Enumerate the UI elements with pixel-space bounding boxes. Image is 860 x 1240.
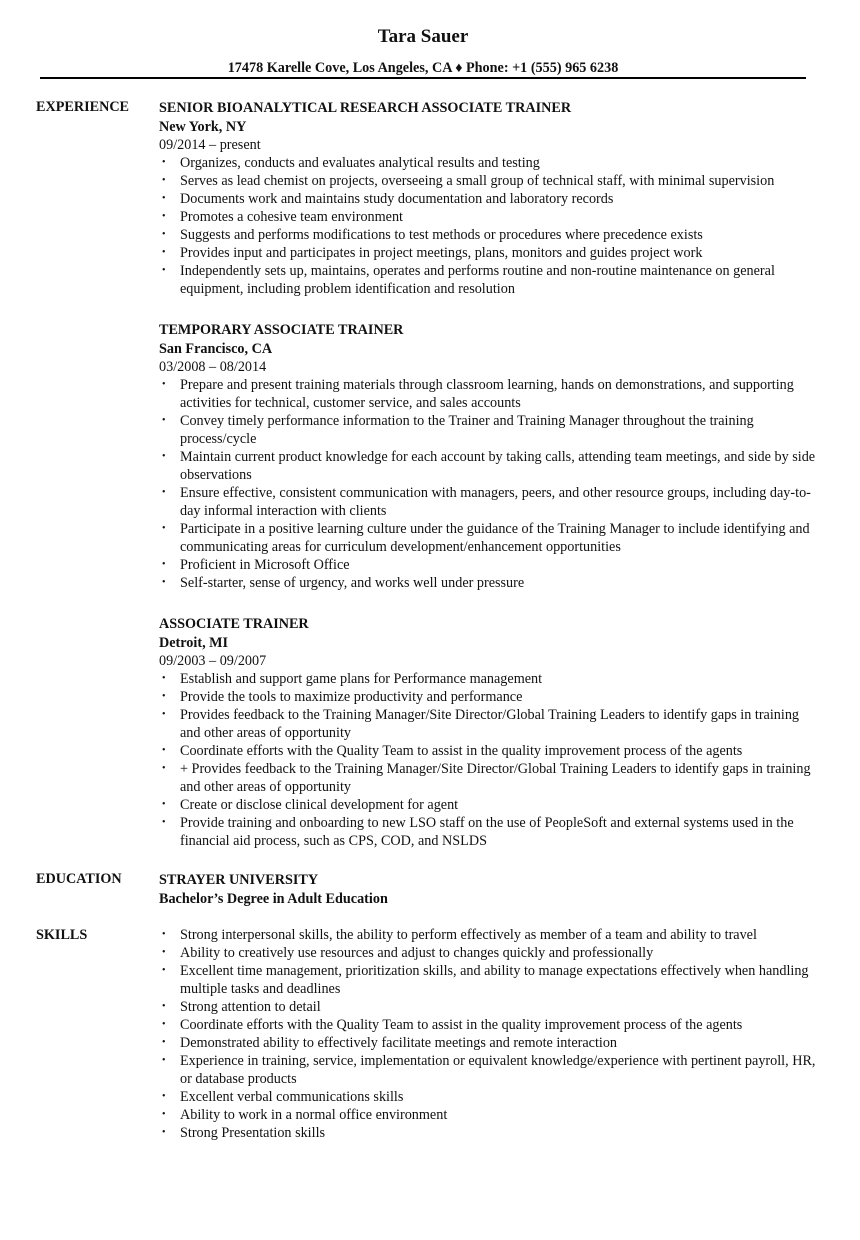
- list-item: [159, 172, 819, 190]
- list-item: [159, 226, 819, 244]
- bullet-text: Excellent time management, prioritization skills, and ability to manage expectations effectively when handling multiple tasks and deadlines: [180, 963, 809, 997]
- list-item: [159, 412, 819, 448]
- list-item: [159, 484, 819, 520]
- bullet-icon: •: [162, 415, 166, 426]
- bullet-text: Experience in training, service, implementation or equivalent knowledge/experience with pertinent payroll, HR, or database products: [180, 1053, 816, 1087]
- bullet-icon: •: [162, 1091, 166, 1102]
- list-item: [159, 944, 819, 962]
- education-entry: [159, 870, 819, 908]
- bullet-text: Provides feedback to the Training Manager/Site Director/Global Training Leaders to identify gaps in training and other areas of opportunity: [180, 707, 800, 741]
- bullet-icon: •: [162, 1019, 166, 1030]
- bullet-icon: •: [162, 709, 166, 720]
- bullet-icon: •: [162, 673, 166, 684]
- list-item: [159, 760, 819, 796]
- job-bullets: [159, 376, 819, 592]
- bullet-icon: •: [162, 487, 166, 498]
- bullet-text: Organizes, conducts and evaluates analytical results and testing: [180, 155, 540, 171]
- job-bullets: [159, 154, 819, 298]
- list-item: [159, 556, 819, 574]
- job-entry: [159, 98, 819, 298]
- bullet-text: Ability to creatively use resources and adjust to changes quickly and professionally: [180, 945, 654, 961]
- bullet-text: Maintain current product knowledge for each account by taking calls, attending team meetings, and side by side observations: [180, 449, 816, 483]
- bullet-text: Excellent verbal communications skills: [180, 1089, 404, 1105]
- job-location: Detroit, MI: [159, 635, 229, 651]
- bullet-icon: •: [162, 175, 166, 186]
- bullet-icon: •: [162, 1037, 166, 1048]
- list-item: [159, 706, 819, 742]
- bullet-text: + Provides feedback to the Training Manager/Site Director/Global Training Leaders to identify gaps in training and other areas of opportunity: [180, 761, 811, 795]
- job-title: ASSOCIATE TRAINER: [159, 616, 309, 632]
- bullet-text: Create or disclose clinical development for agent: [180, 797, 459, 813]
- job-location: San Francisco, CA: [159, 341, 273, 357]
- list-item: [159, 998, 819, 1016]
- list-item: [159, 926, 819, 944]
- list-item: [159, 208, 819, 226]
- job-dates: 03/2008 – 08/2014: [159, 359, 267, 375]
- list-item: [159, 742, 819, 760]
- job-title: SENIOR BIOANALYTICAL RESEARCH ASSOCIATE TRAINER: [159, 100, 572, 116]
- bullet-text: Ability to work in a normal office environment: [180, 1107, 448, 1123]
- bullet-icon: •: [162, 265, 166, 276]
- bullet-text: Suggests and performs modifications to test methods or procedures where precedence exists: [180, 227, 703, 243]
- bullet-icon: •: [162, 965, 166, 976]
- experience-list: [159, 98, 819, 872]
- list-item: [159, 1088, 819, 1106]
- bullet-text: Documents work and maintains study documentation and laboratory records: [180, 191, 614, 207]
- bullet-icon: •: [162, 451, 166, 462]
- header-divider: [40, 77, 806, 79]
- list-item: [159, 376, 819, 412]
- bullet-icon: •: [162, 577, 166, 588]
- bullet-icon: •: [162, 1127, 166, 1138]
- bullet-icon: •: [162, 193, 166, 204]
- bullet-text: Demonstrated ability to effectively facilitate meetings and remote interaction: [180, 1035, 618, 1051]
- list-item: [159, 520, 819, 556]
- bullet-text: Proficient in Microsoft Office: [180, 557, 350, 573]
- job-dates: 09/2014 – present: [159, 137, 261, 153]
- list-item: [159, 1052, 819, 1088]
- job-title: TEMPORARY ASSOCIATE TRAINER: [159, 322, 404, 338]
- list-item: [159, 1124, 819, 1142]
- degree: Bachelor’s Degree in Adult Education: [159, 891, 388, 907]
- bullet-icon: •: [162, 211, 166, 222]
- bullet-icon: •: [162, 799, 166, 810]
- list-item: [159, 244, 819, 262]
- job-entry: [159, 320, 819, 592]
- bullet-text: Provide training and onboarding to new LSO staff on the use of PeopleSoft and external systems used in the financial aid process, such as CPS, COD, and NSLDS: [180, 815, 794, 849]
- bullet-icon: •: [162, 763, 166, 774]
- bullet-text: Coordinate efforts with the Quality Team to assist in the quality improvement process of the agents: [180, 1017, 743, 1033]
- bullet-text: Participate in a positive learning culture under the guidance of the Training Manager to include identifying and communicating areas for curriculum development/enhancement opportunities: [180, 521, 810, 555]
- list-item: [159, 1034, 819, 1052]
- bullet-text: Strong Presentation skills: [180, 1125, 326, 1141]
- section-label-experience: EXPERIENCE: [36, 99, 130, 115]
- job-entry: [159, 614, 819, 850]
- bullet-text: Self-starter, sense of urgency, and works well under pressure: [180, 575, 525, 591]
- list-item: [159, 448, 819, 484]
- list-item: [159, 262, 819, 298]
- bullet-icon: •: [162, 929, 166, 940]
- list-item: [159, 190, 819, 208]
- bullet-text: Promotes a cohesive team environment: [180, 209, 403, 225]
- bullet-text: Provides input and participates in project meetings, plans, monitors and guides project work: [180, 245, 703, 261]
- bullet-icon: •: [162, 1001, 166, 1012]
- school-name: STRAYER UNIVERSITY: [159, 872, 319, 888]
- job-dates: 09/2003 – 09/2007: [159, 653, 267, 669]
- bullet-icon: •: [162, 691, 166, 702]
- bullet-text: Coordinate efforts with the Quality Team to assist in the quality improvement process of the agents: [180, 743, 743, 759]
- bullet-icon: •: [162, 559, 166, 570]
- skills-bullets: [159, 926, 819, 1142]
- bullet-text: Establish and support game plans for Performance management: [180, 671, 543, 687]
- job-location: New York, NY: [159, 119, 247, 135]
- bullet-text: Provide the tools to maximize productivity and performance: [180, 689, 523, 705]
- bullet-icon: •: [162, 947, 166, 958]
- list-item: [159, 962, 819, 998]
- bullet-text: Prepare and present training materials through classroom learning, hands on demonstrations, and supporting activities for technical, customer service, and sales accounts: [180, 377, 794, 411]
- bullet-icon: •: [162, 817, 166, 828]
- bullet-text: Serves as lead chemist on projects, overseeing a small group of technical staff, with minimal supervision: [180, 173, 775, 189]
- list-item: [159, 1016, 819, 1034]
- bullet-text: Strong attention to detail: [180, 999, 321, 1015]
- bullet-text: Strong interpersonal skills, the ability to perform effectively as member of a team and ability to travel: [180, 927, 757, 943]
- bullet-text: Convey timely performance information to the Trainer and Training Manager throughout the training process/cycle: [180, 413, 754, 447]
- bullet-icon: •: [162, 1109, 166, 1120]
- bullet-icon: •: [162, 247, 166, 258]
- section-label-skills: SKILLS: [36, 927, 88, 943]
- bullet-icon: •: [162, 229, 166, 240]
- list-item: [159, 796, 819, 814]
- section-label-education: EDUCATION: [36, 871, 122, 887]
- job-bullets: [159, 670, 819, 850]
- bullet-icon: •: [162, 1055, 166, 1066]
- contact-info: 17478 Karelle Cove, Los Angeles, CA ♦ Phone: +1 (555) 965 6238: [227, 60, 619, 76]
- list-item: [159, 1106, 819, 1124]
- list-item: [159, 814, 819, 850]
- list-item: [159, 688, 819, 706]
- bullet-icon: •: [162, 379, 166, 390]
- list-item: [159, 574, 819, 592]
- bullet-text: Independently sets up, maintains, operates and performs routine and non-routine maintenance on general equipment, including problem identification and resolution: [180, 263, 775, 297]
- bullet-text: Ensure effective, consistent communication with managers, peers, and other resource groups, including day-to-day informal interaction with clients: [180, 485, 811, 519]
- skills-list: [159, 926, 819, 1142]
- list-item: [159, 670, 819, 688]
- bullet-icon: •: [162, 157, 166, 168]
- bullet-icon: •: [162, 523, 166, 534]
- candidate-name: Tara Sauer: [377, 26, 469, 47]
- list-item: [159, 154, 819, 172]
- bullet-icon: •: [162, 745, 166, 756]
